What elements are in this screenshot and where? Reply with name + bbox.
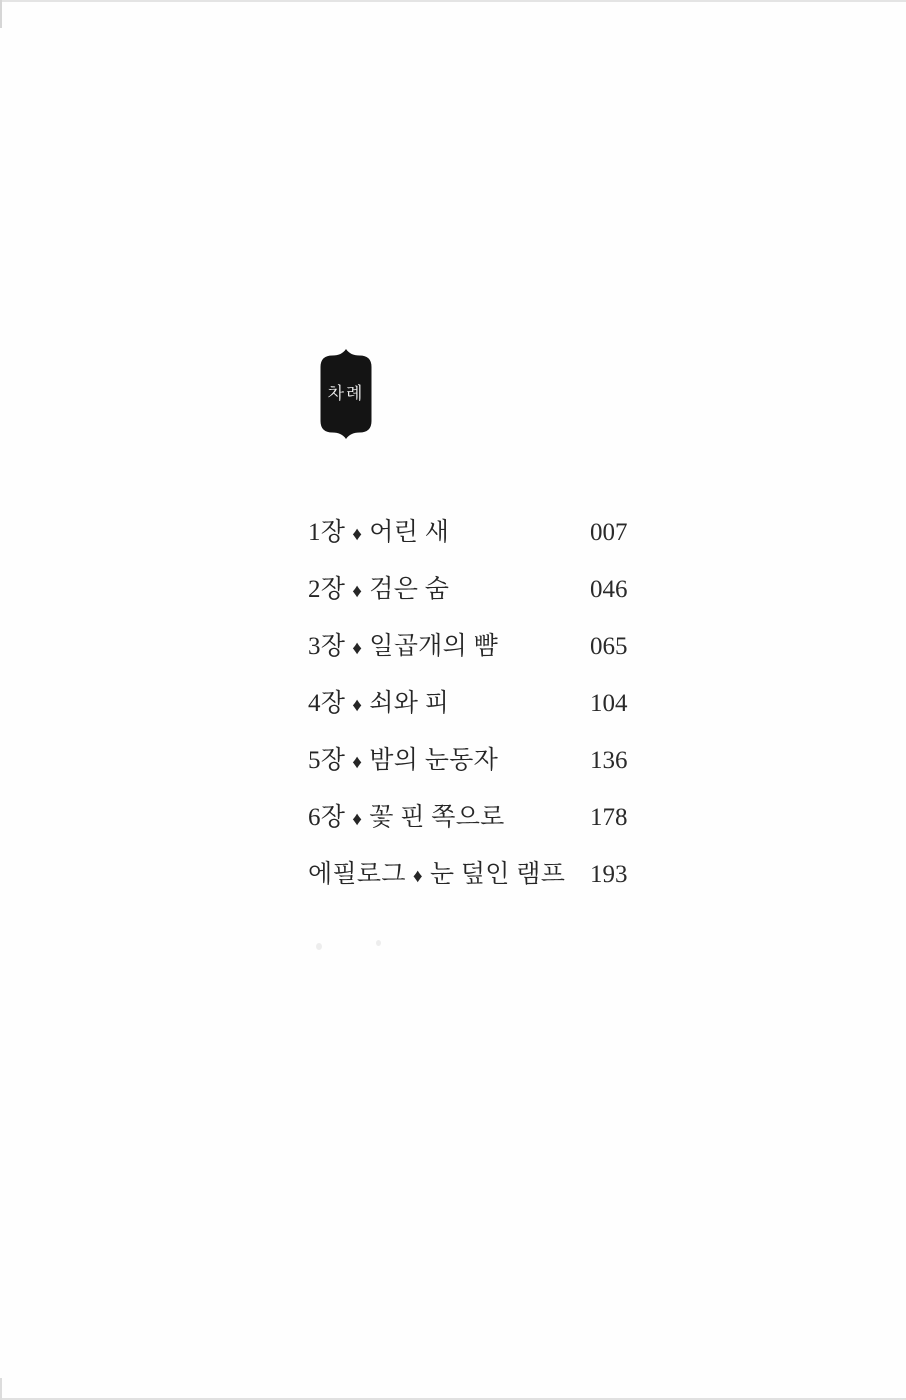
chapter-title: 쇠와 피 <box>369 690 450 718</box>
scan-speck <box>376 940 381 946</box>
chapter-number: 4장 <box>308 690 346 718</box>
chapter-title: 눈 덮인 램프 <box>429 861 566 889</box>
scan-edge-left-bottom <box>0 1378 2 1400</box>
chapter-title: 밤의 눈동자 <box>369 747 499 775</box>
toc-entry-label <box>308 633 498 662</box>
diamond-separator-icon: ♦ <box>352 752 363 773</box>
toc-row <box>308 790 630 847</box>
page-number: 104 <box>590 690 628 718</box>
toc-entry-label <box>308 690 449 719</box>
chapter-number: 에필로그 <box>308 861 406 889</box>
page-number: 193 <box>590 861 628 889</box>
chapter-title: 꽃 핀 쪽으로 <box>369 804 505 832</box>
toc-row <box>308 505 630 562</box>
diamond-separator-icon: ♦ <box>412 866 423 887</box>
toc-row <box>308 619 630 676</box>
toc-entry-label <box>308 747 498 776</box>
toc-row <box>308 847 630 904</box>
page-number: 046 <box>590 576 628 604</box>
toc-row <box>308 562 630 619</box>
chapter-number: 2장 <box>308 576 346 604</box>
chapter-title: 어린 새 <box>369 519 450 547</box>
toc-list <box>308 505 630 904</box>
scan-edge-top <box>0 0 906 2</box>
page-number: 178 <box>590 804 628 832</box>
chapter-number: 6장 <box>308 804 346 832</box>
toc-entry-label <box>308 576 449 605</box>
chapter-number: 5장 <box>308 747 346 775</box>
toc-entry-label <box>308 861 565 890</box>
toc-entry-label <box>308 519 449 548</box>
chapter-number: 1장 <box>308 519 346 547</box>
toc-row <box>308 733 630 790</box>
toc-entry-label <box>308 804 505 833</box>
chapter-title: 일곱개의 뺨 <box>369 633 499 661</box>
diamond-separator-icon: ♦ <box>352 695 363 716</box>
diamond-separator-icon: ♦ <box>352 809 363 830</box>
scan-edge-left-top <box>0 0 2 28</box>
diamond-separator-icon: ♦ <box>352 638 363 659</box>
page-number: 065 <box>590 633 628 661</box>
toc-row <box>308 676 630 733</box>
chapter-title: 검은 숨 <box>369 576 450 604</box>
page-number: 007 <box>590 519 628 547</box>
toc-badge-label: 차례 <box>327 383 365 403</box>
toc-title-badge <box>319 349 373 439</box>
diamond-separator-icon: ♦ <box>352 524 363 545</box>
chapter-number: 3장 <box>308 633 346 661</box>
diamond-separator-icon: ♦ <box>352 581 363 602</box>
page-number: 136 <box>590 747 628 775</box>
scan-speck <box>316 943 322 950</box>
